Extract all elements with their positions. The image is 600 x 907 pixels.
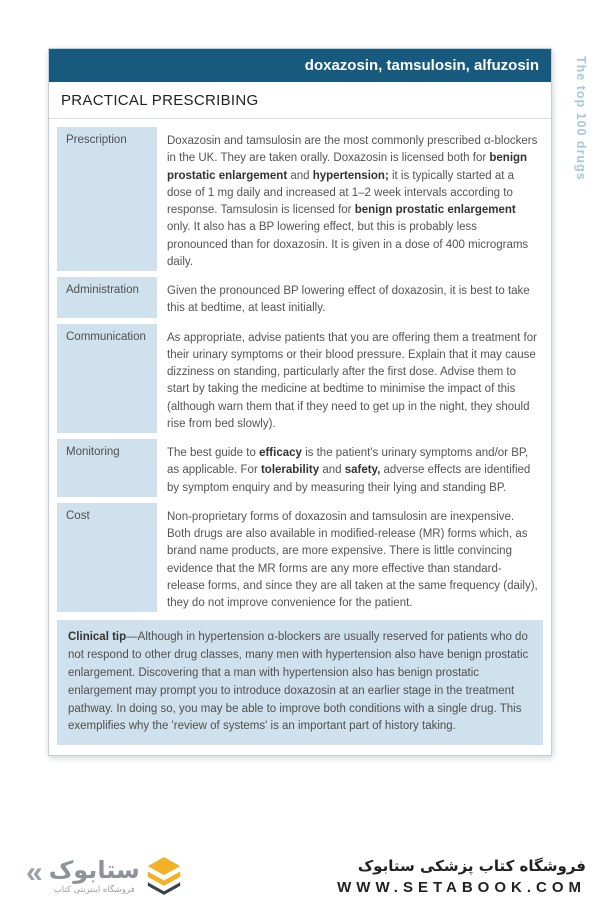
logo-chevron-icon: « <box>26 856 43 889</box>
setabook-logo <box>26 855 182 897</box>
row-text: The best guide to efficacy is the patient's urinary symptoms and/or BP, as applicable. For tolerability and safety, adverse effects are identified by symptom enquiry and by measuring their lying and standing BP. <box>167 447 531 494</box>
row-text: As appropriate, advise patients that you are offering them a treatment for their urinary symptoms or their blood pressure. Explain that it may cause dizziness on standing, particularly after the first dose. Advise them to start by taking the medicine at bedtime to minimise the impact of this (although warn them that if they need to get up in the night, they should rise from bed slowly). <box>167 331 537 430</box>
row-label: Prescription <box>57 127 157 271</box>
prescribing-table <box>49 119 551 612</box>
row-text: Given the pronounced BP lowering effect of doxazosin, it is best to take this at bedtime, at least initially. <box>167 285 530 315</box>
row-label: Monitoring <box>57 439 157 497</box>
table-row-communication <box>57 324 543 434</box>
row-label: Administration <box>57 277 157 318</box>
table-row-administration <box>57 277 543 318</box>
table-row-cost <box>57 503 543 613</box>
footer <box>26 855 586 897</box>
row-text: Non-proprietary forms of doxazosin and tamsulosin are inexpensive. Both drugs are also available in modified-release (MR) forms which, as brand name products, are more expensive. There is little convincing evidence that the MR forms are any more effective than standard-release forms, and since they are all taken at the same frequency (daily), they do not improve convenience for the patient. <box>167 510 538 609</box>
clinical-tip-box: Clinical tip—Although in hypertension α-blockers are usually reserved for patients who do not respond to other drug classes, many men with hypertension also have benign prostatic enlargement. Discovering that a man with hypertension also has benign prostatic enlargement may prompt you to introduce doxazosin at an earlier stage in the treatment pathway. In doing so, you may be able to improve both conditions with a single drug. This exemplifies why the 'review of systems' is an important part of history taking. <box>57 620 543 745</box>
chapter-header-bar <box>49 49 551 82</box>
side-label: The top 100 drugs <box>574 56 588 181</box>
logo-subtitle: فروشگاه اینترنتی کتاب <box>53 885 135 896</box>
store-name: فروشگاه کتاب پزشکی ستابوک <box>357 856 586 875</box>
row-label: Communication <box>57 324 157 434</box>
logo-brand-name: ستابوک <box>48 855 140 884</box>
footer-right <box>337 857 586 896</box>
website-url: WWW.SETABOOK.COM <box>337 878 586 896</box>
table-row-prescription <box>57 127 543 271</box>
row-label: Cost <box>57 503 157 613</box>
content-block <box>48 48 552 756</box>
logo-diamond-icon <box>146 855 182 897</box>
row-text: Doxazosin and tamsulosin are the most commonly prescribed α-blockers in the UK. They are taken orally. Doxazosin is licensed both for benign prostatic enlargement and hypertension; it is typically started at a dose of 1 mg daily and increased at 1–2 week intervals according to response. Tamsulosin is licensed for benign prostatic enlargement only. It also has a BP lowering effect, but this is probably less pronounced than for doxazosin. It is given in a dose of 400 micrograms daily. <box>167 135 538 268</box>
table-row-monitoring <box>57 439 543 497</box>
drug-names-title: doxazosin, tamsulosin, alfuzosin <box>304 57 539 74</box>
logo-text <box>49 857 140 895</box>
section-title: PRACTICAL PRESCRIBING <box>49 82 551 119</box>
